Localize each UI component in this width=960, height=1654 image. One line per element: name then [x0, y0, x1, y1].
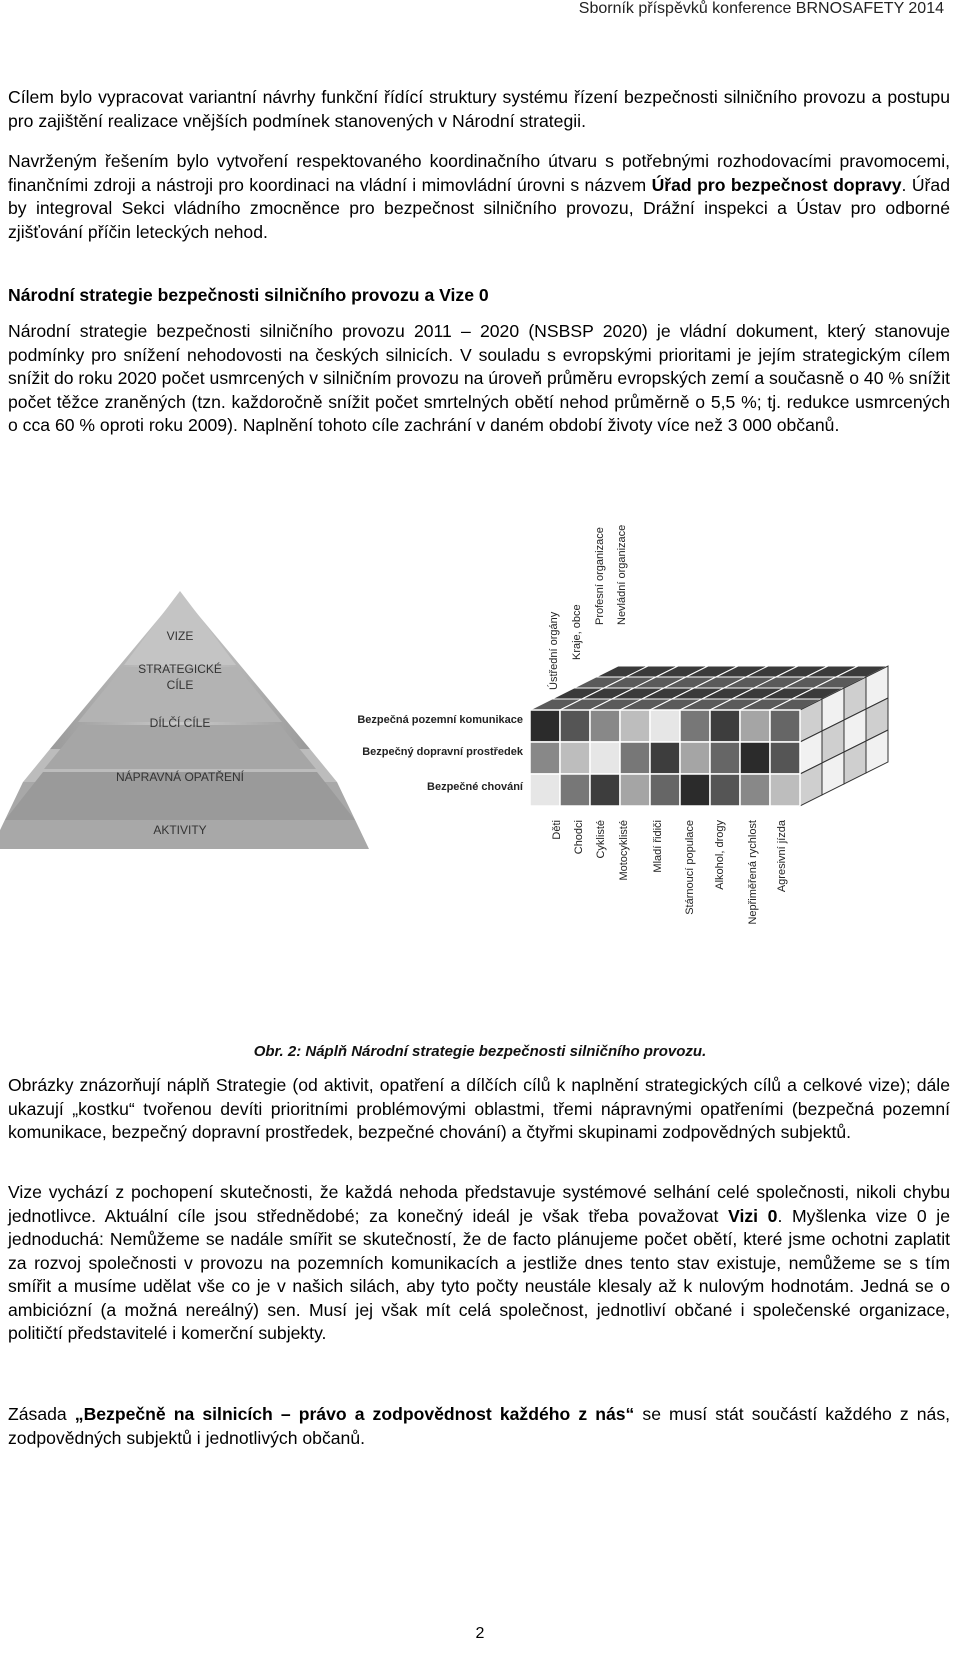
cube-side-label: Bezpečná pozemní komunikace: [357, 714, 523, 726]
cube-cell: [620, 710, 650, 742]
figure-strategy: [0, 495, 960, 1040]
cube-side-labels: [357, 714, 524, 793]
pyramid-level-cile: CÍLE: [166, 678, 194, 692]
paragraph-text: se musí stát součástí každého z nás, zodpovědných subjektů i jednotlivých občanů.: [8, 1404, 951, 1448]
cube-top-label: Profesní organizace: [594, 527, 606, 625]
cube-cell: [740, 742, 770, 774]
cube-side-label: Bezpečné chování: [427, 781, 523, 793]
cube-cell: [680, 742, 710, 774]
cube-cell: [740, 710, 770, 742]
cube-cell: [590, 774, 620, 806]
cube-bottom-label: Motocyklisté: [618, 820, 630, 881]
pyramid-level-napravna-opatreni: NÁPRAVNÁ OPATŘENÍ: [115, 770, 245, 784]
cube-cell: [770, 774, 800, 806]
paragraph-solution: [8, 150, 950, 244]
vision-zero: Vizi 0: [728, 1205, 778, 1226]
paragraph-strategy: Národní strategie bezpečnosti silničního provozu 2011 – 2020 (NSBSP 2020) je vládní dokument, který stanovuje podmínky pro snížení nehodovosti na českých silnicích. V souladu s evropskými prioritami je jejím strategickým cílem snížit do roku 2020 počet usmrcených v silničním provozu na úroveň průměru evropských zemí a současně o 40 % snížit počet těžce zraněných (tzn. každoročně snížit počet smrtelných obětí nehod průměrně o 5,5 %; tj. redukce usmrcených o cca 60 % oproti roku 2009). Naplnění tohoto cíle zachrání v daném období životy více než 3 000 občanů.: [8, 321, 950, 435]
office-name: Úřad pro bezpečnost dopravy: [651, 174, 902, 195]
cube-cell: [710, 742, 740, 774]
section-heading: Národní strategie bezpečnosti silničního provozu a Vize 0: [8, 285, 489, 305]
cube-cell: [530, 710, 560, 742]
cube-cell: [590, 742, 620, 774]
cube-cell: [560, 774, 590, 806]
paragraph-figure-description: Obrázky znázorňují náplň Strategie (od aktivit, opatření a dílčích cílů k naplnění strategických cílů a celkové vize); dále ukazují „kostku“ tvořenou devíti prioritními problémovými oblastmi, třemi nápravnými opatřeními (bezpečná pozemní komunikace, bezpečný dopravní prostředek, bezpečné chování) a čtyřmi skupinami zodpovědných subjektů.: [8, 1075, 950, 1142]
cube-top-label: Kraje, obce: [571, 604, 583, 660]
paragraph-text: Navrženým řešením bylo vytvoření respektovaného koordinačního útvaru s potřebnými rozhodovacími pravomocemi, finančními zdroji a nástroji pro koordinaci na vládní i mimovládní úrovni s názvem: [8, 151, 950, 195]
cube-bottom-label: Agresivní jízda: [776, 820, 788, 893]
cube-bottom-label: Mladí řidiči: [652, 820, 664, 873]
cube-cell: [530, 774, 560, 806]
cube-side-label: Bezpečný dopravní prostředek: [362, 746, 523, 758]
paragraph-text: Zásada: [8, 1404, 75, 1424]
paragraph-goal: Cílem bylo vypracovat variantní návrhy funkční řídící struktury systému řízení bezpečnosti silničního provozu a postupu pro zajištění realizace vnějších podmínek stanovených v Národní strategii.: [8, 87, 950, 131]
paragraph-text: . Myšlenka vize 0 je jednoduchá: Nemůžeme se nadále smířit se skutečností, že de facto plánujeme počet obětí, které jsme ochotni zaplatit za rozvoj společnosti v provozu na pozemních komunikacích a jestliže dnes tento stav existuje, nemůžeme se s tím smířit a musíme udělat vše co je v našich silách, aby tyto počty neustále klesaly až k nulovým hodnotám. Jedná se o ambiciózní (a možná nereálný) sen. Musí jej však mít celá společnost, jednotliví občané i společenské organizace, političtí představitelé i komerční subjekty.: [8, 1205, 950, 1343]
cube-top-label: Nevládní organizace: [616, 524, 628, 625]
cube-bottom-labels: [551, 819, 788, 924]
running-header: Sborník příspěvků konference BRNOSAFETY 2014: [578, 0, 944, 17]
pyramid-level-dilci-cile: DÍLČÍ CÍLE: [149, 716, 211, 730]
pyramid-level-aktivity: AKTIVITY: [153, 823, 207, 837]
cube-cell: [650, 710, 680, 742]
cube-cell: [770, 710, 800, 742]
cube-cell: [560, 710, 590, 742]
pyramid: [0, 591, 369, 849]
paragraph-vision: [8, 1181, 950, 1346]
cube-cell: [710, 774, 740, 806]
cube-bottom-label: Stárnoucí populace: [684, 820, 696, 915]
cube-cell: [650, 774, 680, 806]
cube-top-label: Ústřední orgány: [548, 611, 560, 690]
pyramid-level-strategicke: STRATEGICKÉ: [138, 662, 222, 676]
cube-bottom-label: Děti: [551, 820, 563, 840]
cube-cell: [620, 774, 650, 806]
cube-cell: [770, 742, 800, 774]
paragraph-text: . Úřad by integroval Sekci vládního zmocněnce pro bezpečnost silničního provozu, Drážní inspekci a Ústav pro odborné zjišťování příčin leteckých nehod.: [8, 174, 950, 242]
cube-cell: [650, 742, 680, 774]
figure-caption: Obr. 2: Náplň Národní strategie bezpečnosti silničního provozu.: [253, 1043, 707, 1060]
paragraph-text: Vize vychází z pochopení skutečnosti, že každá nehoda představuje systémové selhání celé společnosti, nikoli chybu jednotlivce. Aktuální cíle jsou střednědobé; za konečný ideál je však třeba považovat: [8, 1182, 950, 1226]
cube-cell: [530, 742, 560, 774]
principle-motto: „Bezpečně na silnicích – právo a zodpovědnost každého z nás“: [74, 1404, 635, 1424]
cube: [530, 666, 888, 806]
cube-cell: [710, 710, 740, 742]
page-number: 2: [475, 1625, 485, 1642]
cube-cell: [740, 774, 770, 806]
cube-bottom-label: Cyklisté: [595, 820, 607, 859]
cube-bottom-label: Chodci: [573, 820, 585, 855]
cube-top-labels: [547, 525, 628, 690]
cube-bottom-label: Alkohol, drogy: [714, 820, 726, 890]
cube-cell: [680, 774, 710, 806]
cube-cell: [680, 710, 710, 742]
cube-cell: [560, 742, 590, 774]
paragraph-principle: [8, 1403, 950, 1450]
cube-cell: [620, 742, 650, 774]
cube-bottom-label: Nepřiměřená rychlost: [747, 820, 759, 925]
pyramid-level-vize: VIZE: [166, 629, 194, 643]
cube-cell: [590, 710, 620, 742]
